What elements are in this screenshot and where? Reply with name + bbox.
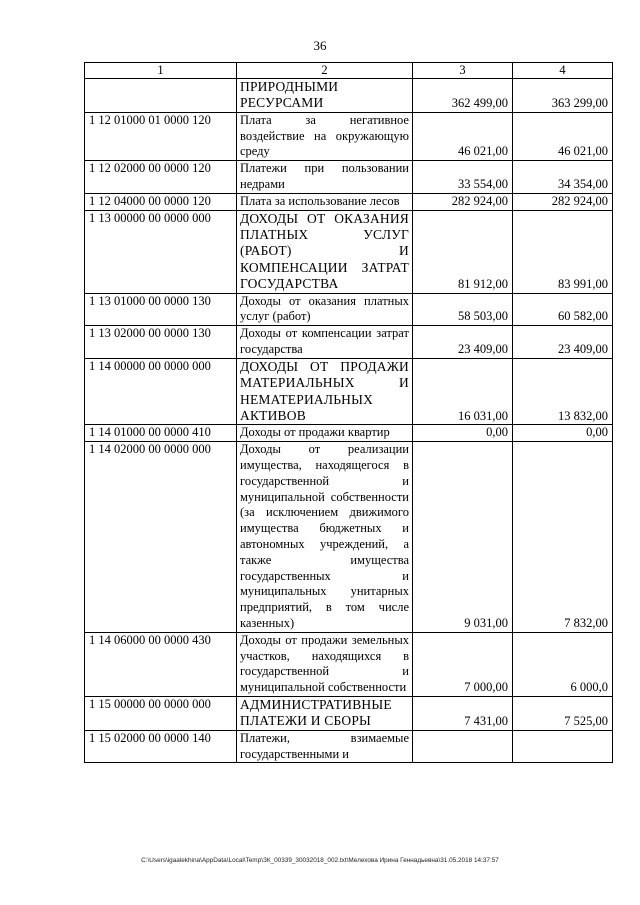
value-col3-cell: 81 912,00 (413, 210, 513, 293)
code-cell: 1 12 04000 00 0000 120 (85, 193, 237, 210)
budget-revenue-table (84, 62, 613, 763)
value-col3-cell: 16 031,00 (413, 358, 513, 425)
description-cell: Доходы от оказания платных услуг (работ) (237, 293, 413, 326)
code-cell: 1 12 01000 01 0000 120 (85, 112, 237, 160)
value-col4-cell: 34 354,00 (513, 161, 613, 194)
code-cell: 1 13 01000 00 0000 130 (85, 293, 237, 326)
description-cell: Платежи, взимаемые государственными и (237, 730, 413, 763)
table-row (85, 358, 613, 425)
table-row (85, 730, 613, 763)
table-row (85, 696, 613, 730)
header-cell-1: 1 (85, 63, 237, 79)
code-cell (85, 79, 237, 113)
table-header-row (85, 63, 613, 79)
value-col4-cell: 83 991,00 (513, 210, 613, 293)
page-number: 36 (313, 38, 327, 53)
header-cell-2: 2 (237, 63, 413, 79)
table-row (85, 425, 613, 442)
code-cell: 1 14 01000 00 0000 410 (85, 425, 237, 442)
description-cell: Доходы от продажи земельных участков, находящихся в государственной и муниципальной собственности (237, 632, 413, 696)
value-col4-cell: 60 582,00 (513, 293, 613, 326)
table-row (85, 442, 613, 633)
value-col3-cell: 33 554,00 (413, 161, 513, 194)
value-col4-cell (513, 730, 613, 763)
table-row (85, 326, 613, 359)
code-cell: 1 14 06000 00 0000 430 (85, 632, 237, 696)
code-cell: 1 13 00000 00 0000 000 (85, 210, 237, 293)
description-cell: Доходы от компенсации затрат государства (237, 326, 413, 359)
value-col4-cell: 13 832,00 (513, 358, 613, 425)
description-cell: Платежи при пользовании недрами (237, 161, 413, 194)
value-col4-cell: 6 000,0 (513, 632, 613, 696)
value-col4-cell: 363 299,00 (513, 79, 613, 113)
value-col4-cell: 7 525,00 (513, 696, 613, 730)
description-cell: Плата за использование лесов (237, 193, 413, 210)
table-row (85, 210, 613, 293)
table-row (85, 193, 613, 210)
value-col3-cell: 0,00 (413, 425, 513, 442)
table-row (85, 161, 613, 194)
description-cell: Доходы от реализации имущества, находящегося в государственной и муниципальной собственности (за исключением движимого имущества бюджетных и автономных учреждений, а также имущества государственных и муниципальных унитарных предприятий, в том числе казенных) (237, 442, 413, 633)
description-cell: ДОХОДЫ ОТ ПРОДАЖИ МАТЕРИАЛЬНЫХ И НЕМАТЕРИАЛЬНЫХ АКТИВОВ (237, 358, 413, 425)
value-col4-cell: 0,00 (513, 425, 613, 442)
value-col4-cell: 282 924,00 (513, 193, 613, 210)
value-col3-cell: 7 431,00 (413, 696, 513, 730)
code-cell: 1 15 02000 00 0000 140 (85, 730, 237, 763)
value-col4-cell: 46 021,00 (513, 112, 613, 160)
value-col3-cell: 23 409,00 (413, 326, 513, 359)
code-cell: 1 14 00000 00 0000 000 (85, 358, 237, 425)
value-col3-cell: 58 503,00 (413, 293, 513, 326)
value-col3-cell: 362 499,00 (413, 79, 513, 113)
header-cell-4: 4 (513, 63, 613, 79)
value-col4-cell: 7 832,00 (513, 442, 613, 633)
file-path-footer: C:\Users\igaalekhina\AppData\Local\Temp\ЗК_00339_30032018_002.txt\Мелехова Ирина Геннадьевна\31.05.2018 14:37:57 (141, 857, 499, 864)
description-cell: ПРИРОДНЫМИ РЕСУРСАМИ (237, 79, 413, 113)
value-col3-cell (413, 730, 513, 763)
value-col3-cell: 46 021,00 (413, 112, 513, 160)
description-cell: АДМИНИСТРАТИВНЫЕ ПЛАТЕЖИ И СБОРЫ (237, 696, 413, 730)
value-col4-cell: 23 409,00 (513, 326, 613, 359)
table-row (85, 112, 613, 160)
code-cell: 1 13 02000 00 0000 130 (85, 326, 237, 359)
value-col3-cell: 9 031,00 (413, 442, 513, 633)
code-cell: 1 14 02000 00 0000 000 (85, 442, 237, 633)
table-row (85, 293, 613, 326)
code-cell: 1 15 00000 00 0000 000 (85, 696, 237, 730)
description-cell: Доходы от продажи квартир (237, 425, 413, 442)
value-col3-cell: 282 924,00 (413, 193, 513, 210)
table-row (85, 632, 613, 696)
description-cell: ДОХОДЫ ОТ ОКАЗАНИЯ ПЛАТНЫХ УСЛУГ (РАБОТ) И КОМПЕНСАЦИИ ЗАТРАТ ГОСУДАРСТВА (237, 210, 413, 293)
header-cell-3: 3 (413, 63, 513, 79)
code-cell: 1 12 02000 00 0000 120 (85, 161, 237, 194)
description-cell: Плата за негативное воздействие на окружающую среду (237, 112, 413, 160)
table-row (85, 79, 613, 113)
value-col3-cell: 7 000,00 (413, 632, 513, 696)
